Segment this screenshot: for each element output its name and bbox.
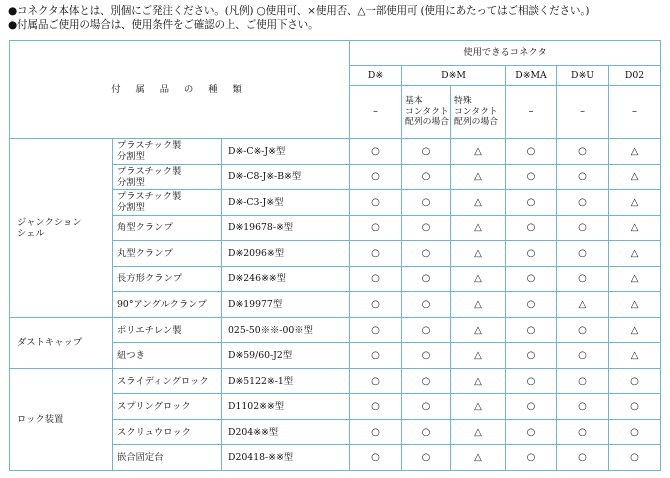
compat-mark: ○ — [350, 394, 402, 420]
compat-mark: △ — [451, 317, 506, 343]
compat-mark: ○ — [402, 445, 451, 471]
compat-mark: ○ — [557, 343, 609, 369]
compat-mark: ○ — [506, 445, 557, 471]
legend-note: ●コネクタ本体とは、別個にご発注ください。(凡例) ○使用可、×使用否、△一部使用可 (使用にあたってはご相談ください。) — [8, 5, 590, 17]
compat-mark: ○ — [557, 139, 609, 165]
compat-mark: ○ — [402, 419, 451, 445]
model-number: D※2096※型 — [222, 241, 350, 267]
compat-mark: ○ — [402, 266, 451, 292]
model-number: 025-50※※-00※型 — [222, 317, 350, 343]
accessory-name: プラスチック製 分割型 — [113, 164, 222, 190]
accessory-name: スライディングロック — [113, 368, 222, 394]
compat-mark: ○ — [350, 317, 402, 343]
compat-mark: △ — [609, 164, 661, 190]
compat-mark: ○ — [350, 215, 402, 241]
compat-mark: ○ — [506, 394, 557, 420]
compat-mark: ○ — [402, 343, 451, 369]
compat-mark: ○ — [402, 164, 451, 190]
compat-mark: △ — [451, 445, 506, 471]
compat-mark: △ — [609, 241, 661, 267]
compat-mark: ○ — [557, 190, 609, 216]
compat-mark: ○ — [557, 215, 609, 241]
compat-mark: ○ — [506, 292, 557, 318]
compat-mark: △ — [451, 343, 506, 369]
group-name: ロック装置 — [10, 368, 113, 470]
model-number: D※59/60-J2型 — [222, 343, 350, 369]
model-number: D※-C8-J※-B※型 — [222, 164, 350, 190]
compat-mark: ○ — [350, 419, 402, 445]
col-header-dma: D※MA — [506, 65, 557, 85]
subheader-d02: – — [609, 85, 661, 138]
accessory-name: 丸型クランプ — [113, 241, 222, 267]
compat-mark: △ — [609, 343, 661, 369]
compat-mark: ○ — [557, 368, 609, 394]
compat-mark: ○ — [557, 317, 609, 343]
model-number: D※5122※-1型 — [222, 368, 350, 394]
compat-mark: △ — [451, 266, 506, 292]
accessory-name: プラスチック製 分割型 — [113, 139, 222, 165]
compat-mark: ○ — [506, 419, 557, 445]
compat-mark: ○ — [350, 343, 402, 369]
col-header-d: D※ — [350, 65, 402, 85]
model-number: D※19977型 — [222, 292, 350, 318]
compat-mark: ○ — [609, 394, 661, 420]
model-number: D※-C※-J※型 — [222, 139, 350, 165]
compat-mark: △ — [609, 266, 661, 292]
compat-mark: △ — [451, 292, 506, 318]
col-header-d02: D02 — [609, 65, 661, 85]
compat-mark: ○ — [350, 139, 402, 165]
compat-mark: ○ — [557, 419, 609, 445]
compat-mark: ○ — [506, 139, 557, 165]
compat-mark: ○ — [402, 241, 451, 267]
subheader-d: – — [350, 85, 402, 138]
accessory-name: 長方形クランプ — [113, 266, 222, 292]
compat-mark: ○ — [350, 164, 402, 190]
compat-mark: △ — [609, 215, 661, 241]
accessory-name: スプリングロック — [113, 394, 222, 420]
col-header-du: D※U — [557, 65, 609, 85]
accessory-name: 嵌合固定台 — [113, 445, 222, 471]
compat-mark: ○ — [350, 445, 402, 471]
compat-mark: ○ — [506, 317, 557, 343]
subheader-dma: – — [506, 85, 557, 138]
subheader-dm-basic: 基本 コンタクト 配列の場合 — [402, 85, 451, 138]
subheader-du: – — [557, 85, 609, 138]
compat-mark: ○ — [506, 190, 557, 216]
accessory-name: ポリエチレン製 — [113, 317, 222, 343]
compat-mark: ○ — [506, 343, 557, 369]
compat-mark: ○ — [402, 215, 451, 241]
group-name: ダストキャップ — [10, 317, 113, 368]
compat-mark: ○ — [402, 139, 451, 165]
compat-mark: ○ — [402, 317, 451, 343]
model-number: D1102※※型 — [222, 394, 350, 420]
compat-mark: ○ — [350, 190, 402, 216]
compat-mark: ○ — [350, 241, 402, 267]
compat-mark: ○ — [557, 394, 609, 420]
model-number: D20418-※※型 — [222, 445, 350, 471]
table-row — [10, 139, 661, 165]
compat-mark: △ — [451, 139, 506, 165]
compat-mark: ○ — [350, 292, 402, 318]
compat-mark: △ — [451, 190, 506, 216]
compat-mark: ○ — [557, 266, 609, 292]
compat-mark: ○ — [506, 241, 557, 267]
compat-mark: △ — [609, 139, 661, 165]
subheader-dm-special: 特殊 コンタクト 配列の場合 — [451, 85, 506, 138]
usable-connectors-header: 使用できるコネクタ — [350, 41, 661, 66]
model-number: D※-C3-J※型 — [222, 190, 350, 216]
accessory-kind-header: 付 属 品 の 種 類 — [10, 41, 350, 139]
table-row — [10, 368, 661, 394]
compat-mark: ○ — [402, 292, 451, 318]
compat-mark: △ — [451, 241, 506, 267]
compat-mark: ○ — [506, 164, 557, 190]
compat-mark: ○ — [557, 445, 609, 471]
accessory-name: 紐つき — [113, 343, 222, 369]
compat-mark: △ — [451, 419, 506, 445]
compat-mark: ○ — [609, 368, 661, 394]
compat-mark: △ — [609, 317, 661, 343]
compat-mark: △ — [609, 190, 661, 216]
accessory-name: 角型クランプ — [113, 215, 222, 241]
compat-mark: ○ — [402, 190, 451, 216]
accessory-name: 90°アングルクランプ — [113, 292, 222, 318]
compat-mark: △ — [557, 292, 609, 318]
notes — [8, 4, 668, 32]
compat-mark: ○ — [402, 394, 451, 420]
compat-mark: ○ — [557, 241, 609, 267]
model-number: D204※※型 — [222, 419, 350, 445]
accessory-compatibility-table — [9, 40, 661, 471]
compat-mark: ○ — [609, 445, 661, 471]
usage-note: ●付属品ご使用の場合は、使用条件をご確認の上、ご使用下さい。 — [8, 19, 319, 31]
compat-mark: ○ — [557, 164, 609, 190]
model-number: D※246※※型 — [222, 266, 350, 292]
table-row — [10, 317, 661, 343]
model-number: D※19678-※型 — [222, 215, 350, 241]
group-name: ジャンクション シェル — [10, 139, 113, 318]
compat-mark: ○ — [402, 368, 451, 394]
compat-mark: △ — [451, 368, 506, 394]
compat-mark: ○ — [506, 368, 557, 394]
compat-mark: △ — [451, 215, 506, 241]
compat-mark: △ — [451, 164, 506, 190]
compat-mark: ○ — [350, 368, 402, 394]
accessory-name: スクリュウロック — [113, 419, 222, 445]
compat-mark: △ — [609, 292, 661, 318]
compat-mark: ○ — [350, 266, 402, 292]
compat-mark: ○ — [609, 419, 661, 445]
col-header-dm: D※M — [402, 65, 506, 85]
compat-mark: ○ — [506, 215, 557, 241]
compat-mark: ○ — [506, 266, 557, 292]
accessory-name: プラスチック製 分割型 — [113, 190, 222, 216]
compat-mark: △ — [451, 394, 506, 420]
